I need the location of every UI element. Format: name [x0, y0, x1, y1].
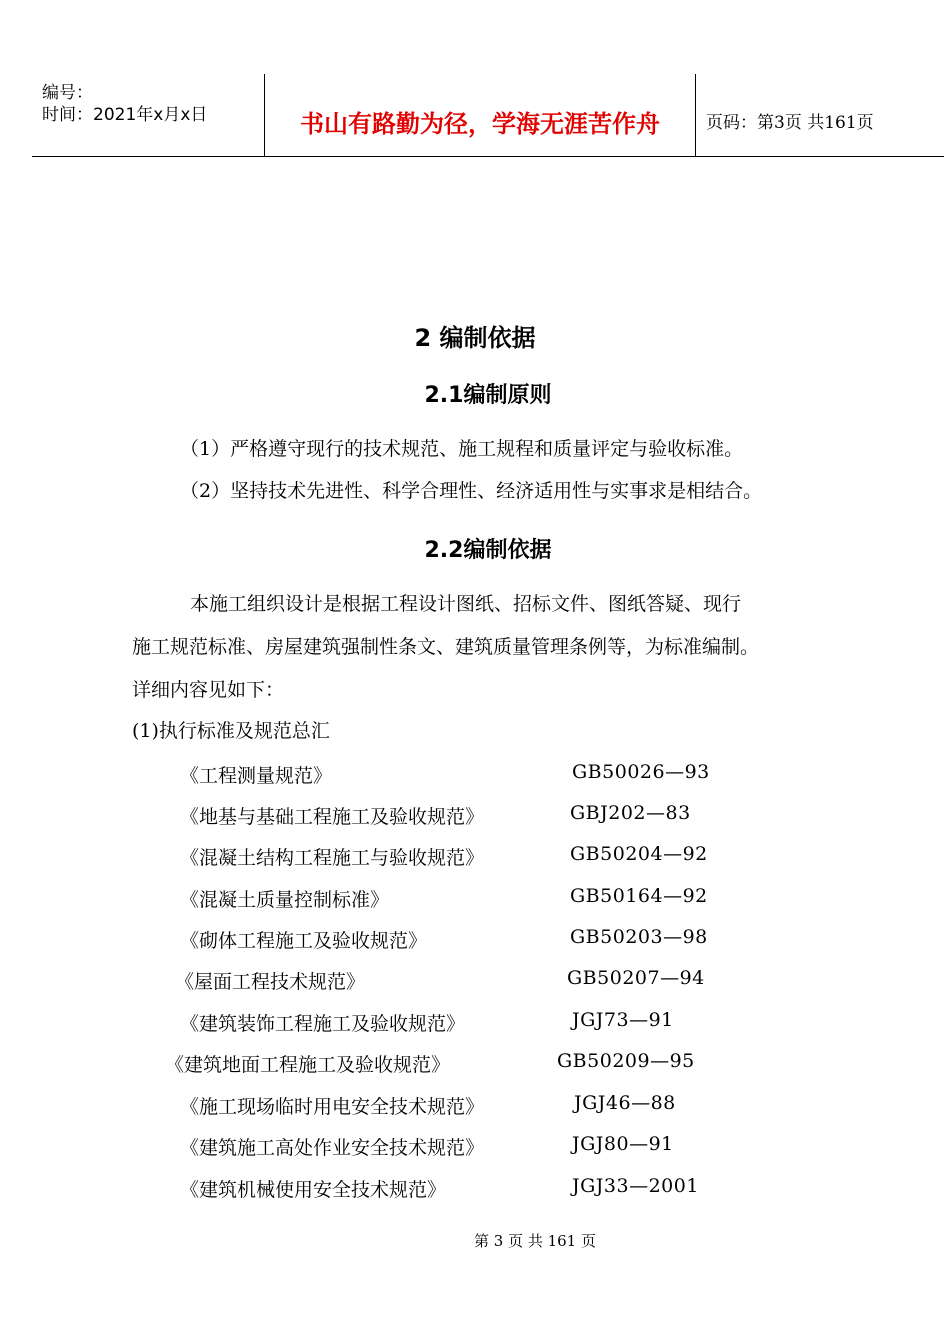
standard-name: 《工程测量规范》 — [180, 765, 333, 787]
header-page-info: 页码：第3页 共161页 — [706, 113, 874, 133]
principle-item: （2）坚持技术先进性、科学合理性、经济适用性与实事求是相结合。 — [180, 480, 763, 502]
standard-code: GB50203—98 — [570, 926, 708, 948]
standard-name: 《屋面工程技术规范》 — [175, 971, 366, 993]
basis-paragraph-line: 本施工组织设计是根据工程设计图纸、招标文件、图纸答疑、现行 — [190, 593, 742, 615]
standard-name: 《建筑机械使用安全技术规范》 — [180, 1179, 447, 1201]
standard-code: GBJ202—83 — [570, 802, 691, 824]
header-divider — [695, 74, 696, 156]
standard-name: 《施工现场临时用电安全技术规范》 — [180, 1096, 485, 1118]
list-item — [0, 1050, 950, 1074]
standard-name: 《地基与基础工程施工及验收规范》 — [180, 806, 485, 828]
header-meta — [42, 82, 207, 126]
standard-name: 《建筑施工高处作业安全技术规范》 — [180, 1137, 485, 1159]
standard-code: JGJ46—88 — [574, 1092, 676, 1114]
standard-code: GB50207—94 — [567, 967, 705, 989]
principle-item: （1）严格遵守现行的技术规范、施工规程和质量评定与验收标准。 — [180, 438, 744, 460]
standard-code: JGJ80—91 — [572, 1133, 674, 1155]
standard-code: GB50209—95 — [557, 1050, 695, 1072]
standard-code: JGJ33—2001 — [572, 1175, 699, 1197]
standards-list-heading: (1)执行标准及规范总汇 — [132, 720, 330, 742]
list-item — [0, 802, 950, 826]
list-item — [0, 1175, 950, 1199]
list-item — [0, 761, 950, 785]
subsection-title-principles: 2.1编制原则 — [424, 383, 552, 408]
standard-code: GB50204—92 — [570, 843, 708, 865]
list-item — [0, 967, 950, 991]
list-item — [0, 1009, 950, 1033]
page-header — [32, 74, 944, 157]
list-item — [0, 1133, 950, 1157]
standard-code: GB50026—93 — [572, 761, 710, 783]
standard-name: 《混凝土结构工程施工与验收规范》 — [180, 847, 485, 869]
standard-name: 《砌体工程施工及验收规范》 — [180, 930, 428, 952]
list-item — [0, 926, 950, 950]
time-label: 时间：2021年x月x日 — [42, 105, 208, 125]
list-item — [0, 843, 950, 867]
number-label: 编号： — [42, 83, 93, 103]
list-item — [0, 885, 950, 909]
subsection-title-basis: 2.2编制依据 — [424, 538, 552, 563]
basis-paragraph-line: 施工规范标准、房屋建筑强制性条文、建筑质量管理条例等，为标准编制。 — [132, 636, 760, 658]
list-item — [0, 1092, 950, 1116]
section-title: 2 编制依据 — [414, 324, 536, 352]
page-footer: 第 3 页 共 161 页 — [473, 1232, 596, 1250]
standard-name: 《混凝土质量控制标准》 — [180, 889, 390, 911]
header-motto: 书山有路勤为径，学海无涯苦作舟 — [300, 109, 660, 138]
standard-code: JGJ73—91 — [572, 1009, 674, 1031]
standard-code: GB50164—92 — [570, 885, 708, 907]
basis-paragraph-line: 详细内容见如下： — [132, 679, 285, 701]
standard-name: 《建筑装饰工程施工及验收规范》 — [180, 1013, 466, 1035]
standard-name: 《建筑地面工程施工及验收规范》 — [165, 1054, 451, 1076]
